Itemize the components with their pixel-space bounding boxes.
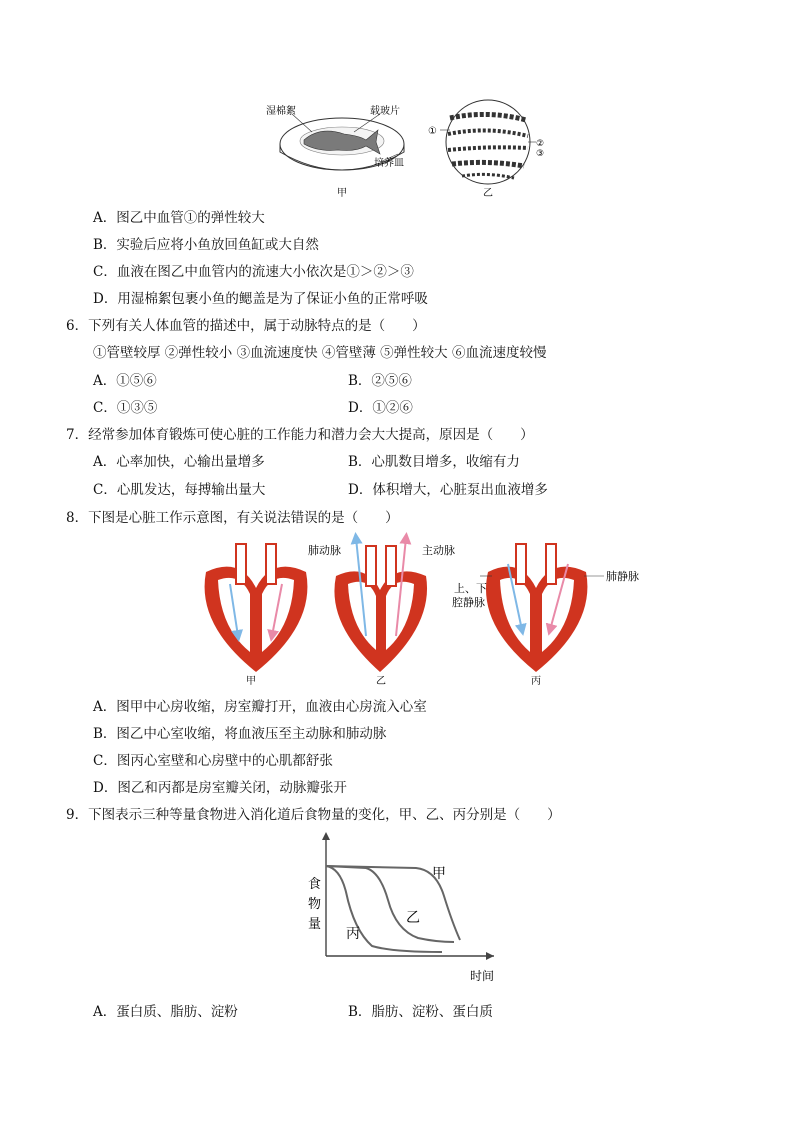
q7-option-c: C．心肌发达，每搏输出量大 (93, 482, 266, 498)
vessel-marker-3: ③ (536, 149, 545, 159)
heart-bing (452, 544, 639, 687)
q6-items: ①管壁较厚 ②弹性较小 ③血流速度快 ④管壁薄 ⑤弹性较大 ⑥血流速度较慢 (93, 345, 547, 361)
label-pulmonary-vein: 肺静脉 (606, 570, 639, 583)
q6-option-b: B．②⑤⑥ (348, 373, 412, 389)
caption-jia: 甲 (337, 188, 347, 199)
label-dish: 培养皿 (374, 158, 404, 169)
caption-yi: 乙 (483, 188, 493, 199)
microscope-view-diagram (428, 100, 544, 199)
q7-option-d: D．体积增大，心脏泵出血液增多 (348, 482, 548, 498)
q5-option-d: D．用湿棉絮包裹小鱼的鳃盖是为了保证小鱼的正常呼吸 (93, 291, 428, 307)
heart-jia (205, 544, 308, 687)
q9-option-a: A．蛋白质、脂肪、淀粉 (93, 1004, 238, 1020)
label-curve-bing: 丙 (346, 926, 360, 942)
q5-option-b: B．实验后应将小鱼放回鱼缸或大自然 (93, 237, 319, 253)
q6-option-c: C．①③⑤ (93, 400, 158, 416)
label-aorta: 主动脉 (422, 544, 455, 557)
label-slide: 载玻片 (370, 106, 400, 117)
q5-option-a: A．图乙中血管①的弹性较大 (93, 210, 265, 226)
digestion-curve-chart (296, 830, 506, 990)
q6-option-a: A．①⑤⑥ (93, 373, 157, 389)
heart-yi (308, 538, 455, 687)
q8-option-d: D．图乙和丙都是房室瓣关闭，动脉瓣张开 (93, 780, 347, 796)
xlabel: 时间 (470, 969, 495, 983)
q9-stem: 9．下图表示三种等量食物进入消化道后食物量的变化，甲、乙、丙分别是（ ） (66, 807, 561, 823)
q6-option-d: D．①②⑥ (348, 400, 413, 416)
caption-heart-yi: 乙 (376, 676, 386, 687)
q8-option-b: B．图乙中心室收缩，将血液压至主动脉和肺动脉 (93, 726, 387, 742)
q8-stem: 8．下图是心脏工作示意图，有关说法错误的是（ ） (66, 510, 399, 526)
ylabel-char-1: 食 (308, 877, 322, 892)
x-axis-arrow-icon (486, 952, 494, 960)
fish-experiment-figure (262, 96, 562, 200)
label-pulmonary-artery: 肺动脉 (308, 544, 341, 557)
y-axis-arrow-icon (322, 832, 330, 840)
caption-heart-jia: 甲 (246, 676, 256, 687)
label-cotton: 湿棉絮 (266, 106, 296, 117)
q8-option-c: C．图丙心室壁和心房壁中的心肌都舒张 (93, 753, 333, 769)
q8-option-a: A．图甲中心房收缩，房室瓣打开，血液由心房流入心室 (93, 699, 427, 715)
q5-option-c: C．血液在图乙中血管内的流速大小依次是①＞②＞③ (93, 264, 414, 280)
q7-option-a: A．心率加快，心输出量增多 (93, 454, 265, 470)
vessel-marker-2: ② (536, 139, 545, 149)
label-curve-jia: 甲 (432, 866, 446, 882)
q7-stem: 7．经常参加体育锻炼可使心脏的工作能力和潜力会大大提高，原因是（ ） (66, 427, 534, 443)
q6-stem: 6．下列有关人体血管的描述中，属于动脉特点的是（ ） (66, 318, 426, 334)
ylabel-char-3: 量 (308, 917, 322, 932)
caption-heart-bing: 丙 (531, 676, 541, 687)
label-vena-cava-line1: 上、下 (454, 582, 487, 595)
heart-working-figure (190, 532, 650, 688)
q7-option-b: B．心肌数目增多，收缩有力 (348, 454, 520, 470)
ylabel-char-2: 物 (308, 897, 322, 912)
label-curve-yi: 乙 (406, 910, 420, 926)
vessel-marker-1: ① (428, 126, 437, 137)
q9-option-b: B．脂肪、淀粉、蛋白质 (348, 1004, 493, 1020)
petri-dish-diagram (266, 104, 404, 199)
label-vena-cava-line2: 腔静脉 (452, 596, 485, 609)
